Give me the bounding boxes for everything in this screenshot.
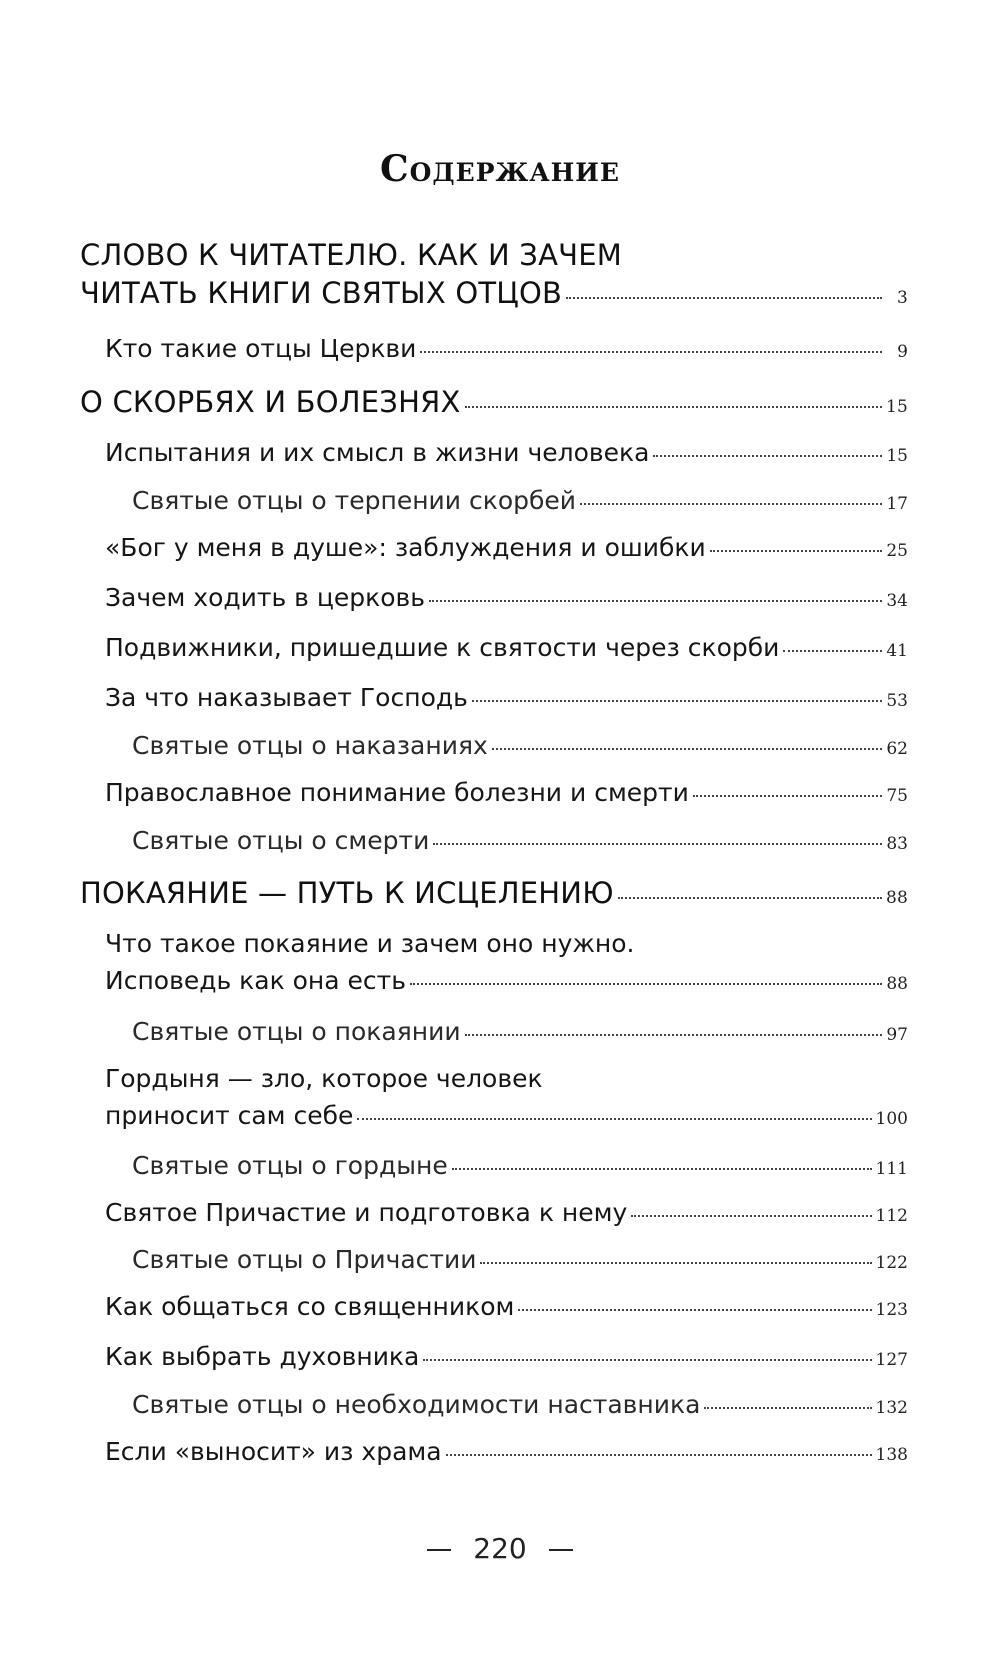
toc-entry-text: Подвижники, пришедшие к святости через скорби [105, 633, 780, 662]
toc-entry [80, 238, 908, 310]
dot-leader [518, 1308, 871, 1311]
toc-entry [80, 876, 908, 910]
toc-entry-text: ЧИТАТЬ КНИГИ СВЯТЫХ ОТЦОВ [80, 276, 563, 310]
dot-leader [429, 599, 882, 602]
toc-entry-text: Кто такие отцы Церкви [105, 334, 417, 363]
toc-entry [105, 1064, 908, 1130]
toc-entry-page: 62 [886, 739, 908, 759]
toc-entry-text: Святые отцы о покаянии [132, 1017, 461, 1046]
toc-entry-text: Святое Причастие и подготовка к нему [105, 1198, 628, 1227]
page-title: Содержание [380, 148, 620, 190]
footer-dash-left [427, 1549, 451, 1551]
toc-entry [105, 533, 908, 562]
dot-leader [465, 1033, 882, 1036]
toc-entry-page: 53 [886, 691, 908, 711]
toc-entry-text-first-line: Что такое покаяние и зачем оно нужно. [105, 929, 635, 958]
dot-leader [580, 502, 882, 505]
toc-entry [105, 1198, 908, 1227]
toc-entry [105, 583, 908, 612]
toc-entry [105, 438, 908, 467]
dot-leader [420, 350, 882, 353]
toc-entry-text-first-line: Гордыня — зло, которое человек [105, 1064, 543, 1093]
toc-entry-text: «Бог у меня в душе»: заблуждения и ошибки [105, 533, 706, 562]
toc-entry-page: 15 [885, 397, 908, 417]
dot-leader [693, 794, 882, 797]
dot-leader [618, 896, 882, 899]
toc-entry-text: ПОКАЯНИЕ — ПУТЬ К ИСЦЕЛЕНИЮ [80, 876, 614, 910]
toc-entry-page: 111 [875, 1159, 908, 1179]
toc-entry [105, 778, 908, 807]
page-number: 220 [473, 1532, 527, 1565]
toc-entry-text: Святые отцы о наказаниях [132, 731, 488, 760]
toc-entry [132, 1151, 908, 1180]
dot-leader [357, 1117, 871, 1120]
toc-entry-page: 132 [875, 1398, 908, 1418]
toc-entry [105, 1292, 908, 1321]
dot-leader [465, 405, 882, 408]
toc-entry [105, 1342, 908, 1371]
toc-entry-page: 127 [875, 1350, 908, 1370]
toc-entry-text: Святые отцы о терпении скорбей [132, 486, 577, 515]
toc-entry-page: 97 [886, 1025, 908, 1045]
dot-leader [653, 454, 882, 457]
toc-entry-page: 83 [886, 834, 908, 854]
toc-entry-page: 88 [885, 888, 908, 908]
dot-leader [710, 549, 882, 552]
footer-dash-right [549, 1549, 573, 1551]
toc-entry [132, 486, 908, 515]
toc-entry-page: 88 [886, 974, 908, 994]
dot-leader [631, 1214, 871, 1217]
toc-entry [132, 1390, 908, 1419]
toc-entry-page: 34 [886, 591, 908, 611]
toc-entry-page: 41 [886, 641, 908, 661]
dot-leader [410, 982, 882, 985]
toc-entry-text: Зачем ходить в церковь [105, 583, 425, 612]
toc-entry-text-first-line: СЛОВО К ЧИТАТЕЛЮ. КАК И ЗАЧЕМ [80, 238, 622, 272]
dot-leader [433, 842, 882, 845]
toc-entry [105, 683, 908, 712]
toc-entry-page: 123 [875, 1300, 908, 1320]
toc-entry-text: Исповедь как она есть [105, 966, 406, 995]
dot-leader [704, 1406, 871, 1409]
dot-leader [423, 1358, 871, 1361]
toc-entry [105, 1437, 908, 1466]
dot-leader [452, 1167, 872, 1170]
toc-entry-text: Святые отцы о смерти [132, 826, 430, 855]
toc-entry-text: Святые отцы о гордыне [132, 1151, 448, 1180]
toc-entry [132, 826, 908, 855]
toc-entry [132, 1017, 908, 1046]
toc-entry-text: Как общаться со священником [105, 1292, 515, 1321]
toc-entry-text: Святые отцы о Причастии [132, 1245, 477, 1274]
toc-entry [105, 334, 908, 363]
toc-entry-page: 138 [875, 1445, 908, 1465]
toc-entry-text: приносит сам себе [105, 1101, 354, 1130]
toc-entry-page: 3 [896, 288, 908, 308]
toc-entry-page: 15 [886, 446, 908, 466]
toc-entry-page: 75 [886, 786, 908, 806]
dot-leader [480, 1261, 871, 1264]
page-footer [0, 1532, 1000, 1565]
toc-entry-text: Если «выносит» из храма [105, 1437, 442, 1466]
toc-entry [132, 731, 908, 760]
dot-leader [446, 1453, 872, 1456]
toc-entry-page: 122 [875, 1253, 908, 1273]
toc-entry-page: 25 [886, 541, 908, 561]
toc-entry [105, 633, 908, 662]
toc-entry-text: Как выбрать духовника [105, 1342, 420, 1371]
toc-entry-text: О СКОРБЯХ И БОЛЕЗНЯХ [80, 385, 461, 419]
dot-leader [783, 649, 882, 652]
dot-leader [472, 699, 882, 702]
toc-entry-text: Святые отцы о необходимости наставника [132, 1390, 701, 1419]
toc-entry-page: 100 [875, 1109, 908, 1129]
toc-entry-page: 9 [897, 342, 908, 362]
toc-entry-page: 112 [875, 1206, 908, 1226]
toc-entry [80, 385, 908, 419]
toc-entry-page: 17 [886, 494, 908, 514]
toc-entry-text: Испытания и их смысл в жизни человека [105, 438, 650, 467]
toc-entry [105, 929, 908, 995]
toc-entry-text: За что наказывает Господь [105, 683, 468, 712]
toc-entry [132, 1245, 908, 1274]
dot-leader [492, 747, 882, 750]
toc-entry-text: Православное понимание болезни и смерти [105, 778, 689, 807]
dot-leader [566, 296, 882, 299]
